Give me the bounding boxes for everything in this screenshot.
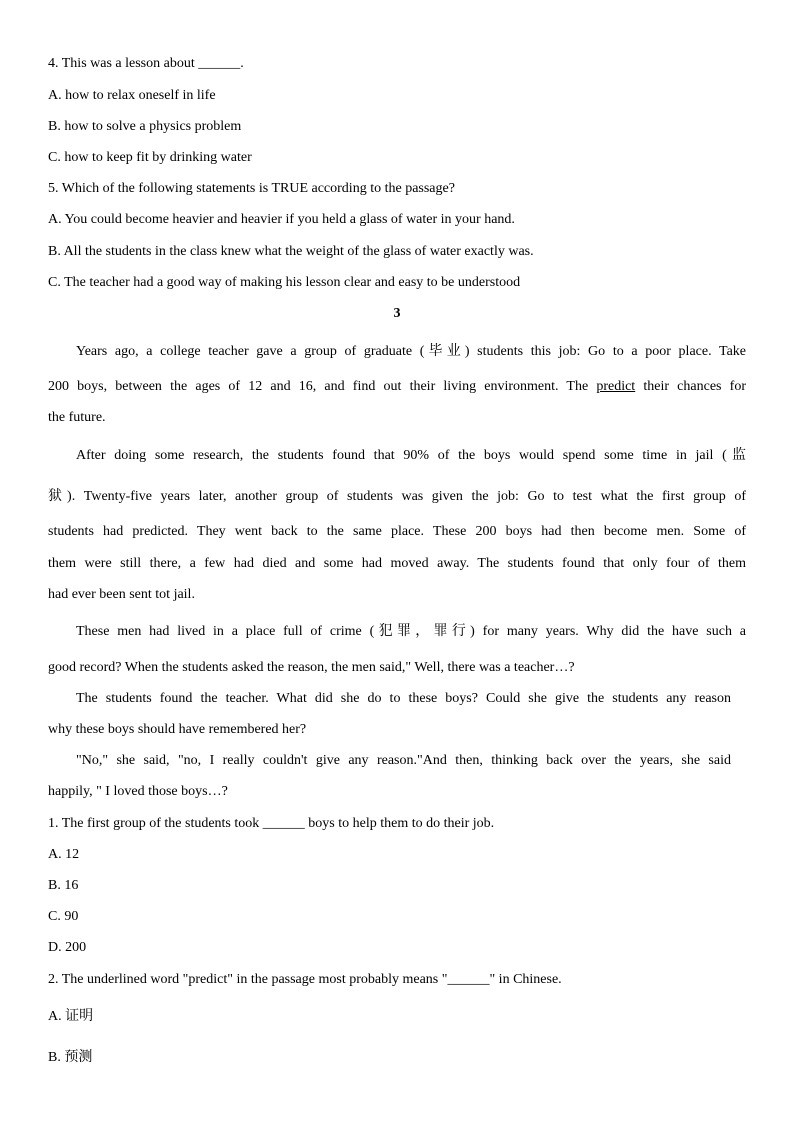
passage-p2-line3: students had predicted. They went back to the same place. These 200 boys had then become men. Some of [48, 524, 746, 539]
section-number: 3 [393, 306, 401, 321]
passage-p4-line2: why these boys should have remembered her? [48, 722, 307, 737]
passage-p1-line3: the future. [48, 410, 106, 425]
question-5-option-c: C. The teacher had a good way of making his lesson clear and easy to be understood [48, 275, 521, 290]
question-4-option-b: B. how to solve a physics problem [48, 119, 242, 134]
s3-question-1-stem: 1. The first group of the students took ______ boys to help them to do their job. [48, 816, 495, 831]
question-4-stem: 4. This was a lesson about ______. [48, 56, 244, 71]
s3-question-2-stem: 2. The underlined word "predict" in the passage most probably means "______" in Chinese. [48, 972, 562, 987]
passage-p2-line5: had ever been sent tot jail. [48, 587, 195, 602]
passage-p5-line1: "No," she said, "no, I really couldn't give any reason."And then, thinking back over the years, she said [76, 753, 731, 768]
question-4-option-a: A. how to relax oneself in life [48, 88, 216, 103]
underlined-word-predict: predict [596, 379, 636, 394]
passage-p3-line2: good record? When the students asked the reason, the men said," Well, there was a teacher…? [48, 660, 575, 675]
s3-question-1-option-d: D. 200 [48, 940, 87, 955]
passage-p1-line1: Years ago, a college teacher gave a group of graduate (毕业) students this job: Go to a poor place. Take [76, 344, 746, 359]
s3-question-2-option-b: B. 预测 [48, 1050, 93, 1065]
passage-p2-line1: After doing some research, the students found that 90% of the boys would spend some time in jail (监 [76, 448, 746, 463]
passage-p1-line2 [48, 378, 746, 396]
question-4-option-c: C. how to keep fit by drinking water [48, 150, 252, 165]
passage-p4-line1: The students found the teacher. What did she do to these boys? Could she give the students any reason [76, 691, 731, 706]
question-5-stem: 5. Which of the following statements is TRUE according to the passage? [48, 181, 455, 196]
passage-p3-line1: These men had lived in a place full of crime (犯罪，罪行) for many years. Why did the have such a [76, 624, 746, 639]
passage-p2-line4: them were still there, a few had died and some had moved away. The students found that only four of them [48, 556, 746, 571]
s3-question-2-option-a: A. 证明 [48, 1009, 94, 1024]
passage-p1-line2-b: their chances for [635, 379, 746, 394]
s3-question-1-option-c: C. 90 [48, 909, 79, 924]
question-5-option-a: A. You could become heavier and heavier if you held a glass of water in your hand. [48, 212, 515, 227]
passage-p5-line2: happily, " I loved those boys…? [48, 784, 228, 799]
passage-p1-line2-a: 200 boys, between the ages of 12 and 16, and find out their living environment. The [48, 379, 597, 394]
question-5-option-b: B. All the students in the class knew what the weight of the glass of water exactly was. [48, 244, 534, 259]
passage-p2-line2: 狱). Twenty-five years later, another group of students was given the job: Go to test what the first group of [48, 489, 746, 504]
s3-question-1-option-b: B. 16 [48, 878, 79, 893]
s3-question-1-option-a: A. 12 [48, 847, 80, 862]
